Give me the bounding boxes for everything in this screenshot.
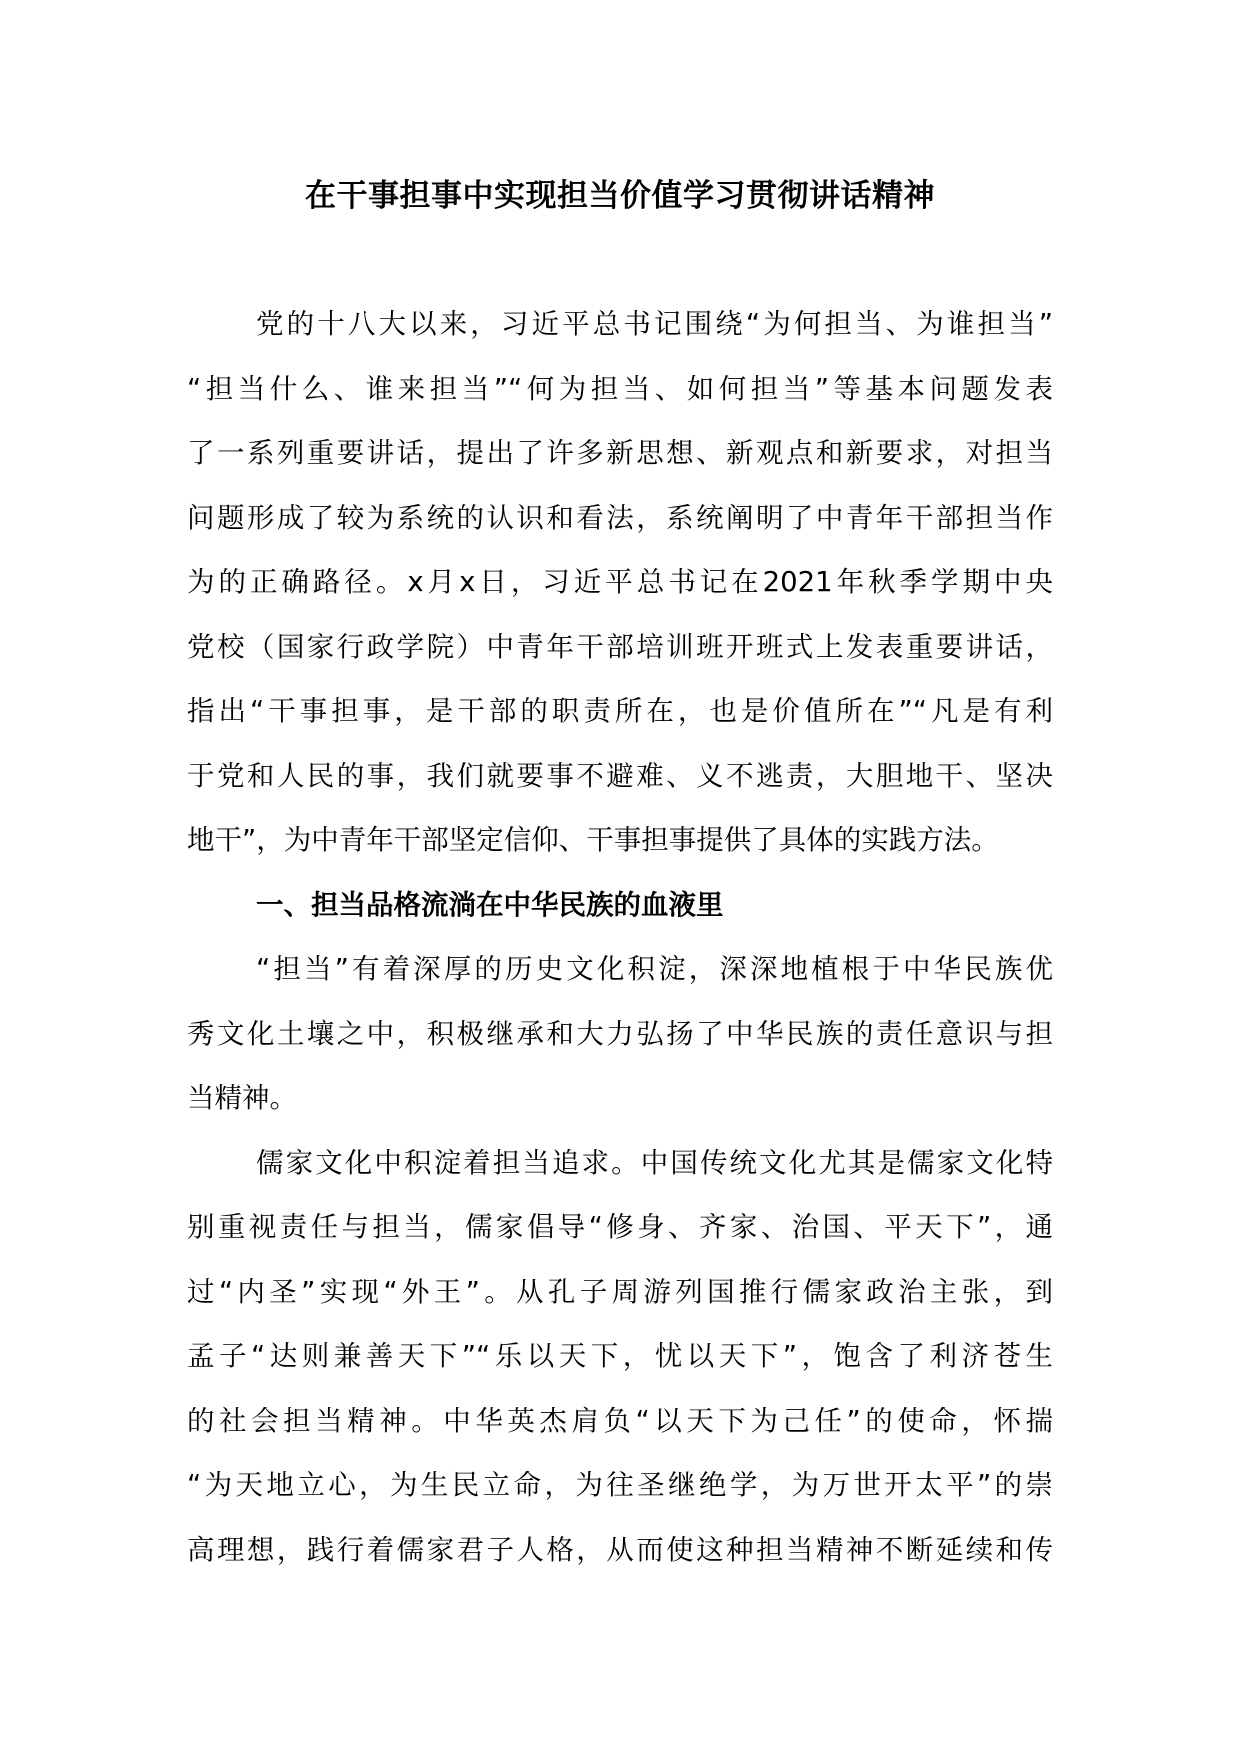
- paragraph-line: 过“内圣”实现“外王”。从孔子周游列国推行儒家政治主张，到: [187, 1275, 1053, 1308]
- paragraph-line: 别重视责任与担当，儒家倡导“修身、齐家、治国、平天下”，通: [187, 1211, 1053, 1243]
- paragraph-line: 为的正确路径。x月x日，习近平总书记在2021年秋季学期中央: [187, 566, 1053, 598]
- paragraph-line: 问题形成了较为系统的认识和看法，系统阐明了中青年干部担当作: [187, 501, 1053, 534]
- paragraph-line: “为天地立心，为生民立命，为往圣继绝学，为万世开太平”的崇: [187, 1469, 1053, 1501]
- document-body: [187, 292, 1053, 1582]
- paragraph-line: 了一系列重要讲话，提出了许多新思想、新观点和新要求，对担当: [187, 437, 1053, 469]
- paragraph-line: 儒家文化中积淀着担当追求。中国传统文化尤其是儒家文化特: [256, 1146, 1053, 1179]
- paragraph-line: 孟子“达则兼善天下”“乐以天下，忧以天下”，饱含了利济苍生: [187, 1340, 1053, 1372]
- paragraph-line: 党的十八大以来，习近平总书记围绕“为何担当、为谁担当”: [256, 308, 1053, 340]
- paragraph-line: 指出“干事担事，是干部的职责所在，也是价值所在”“凡是有利: [187, 695, 1053, 727]
- paragraph-line: “担当”有着深厚的历史文化积淀，深深地植根于中华民族优: [256, 953, 1053, 985]
- paragraph-line: 党校（国家行政学院）中青年干部培训班开班式上发表重要讲话，: [187, 630, 1053, 663]
- paragraph-line: “担当什么、谁来担当”“何为担当、如何担当”等基本问题发表: [187, 372, 1053, 405]
- section-heading: 一、担当品格流淌在中华民族的血液里: [256, 888, 724, 921]
- paragraph-line: 地干”，为中青年干部坚定信仰、干事担事提供了具体的实践方法。: [187, 824, 999, 856]
- paragraph-line: 当精神。: [187, 1082, 297, 1114]
- paragraph-line: 高理想，践行着儒家君子人格，从而使这种担当精神不断延续和传: [187, 1533, 1053, 1566]
- paragraph-line: 于党和人民的事，我们就要事不避难、义不逃责，大胆地干、坚决: [187, 759, 1053, 792]
- paragraph-line: 秀文化土壤之中，积极继承和大力弘扬了中华民族的责任意识与担: [187, 1017, 1053, 1050]
- document-title: 在干事担事中实现担当价值学习贯彻讲话精神: [305, 178, 935, 214]
- paragraph-line: 的社会担当精神。中华英杰肩负“以天下为己任”的使命，怀揣: [187, 1404, 1053, 1437]
